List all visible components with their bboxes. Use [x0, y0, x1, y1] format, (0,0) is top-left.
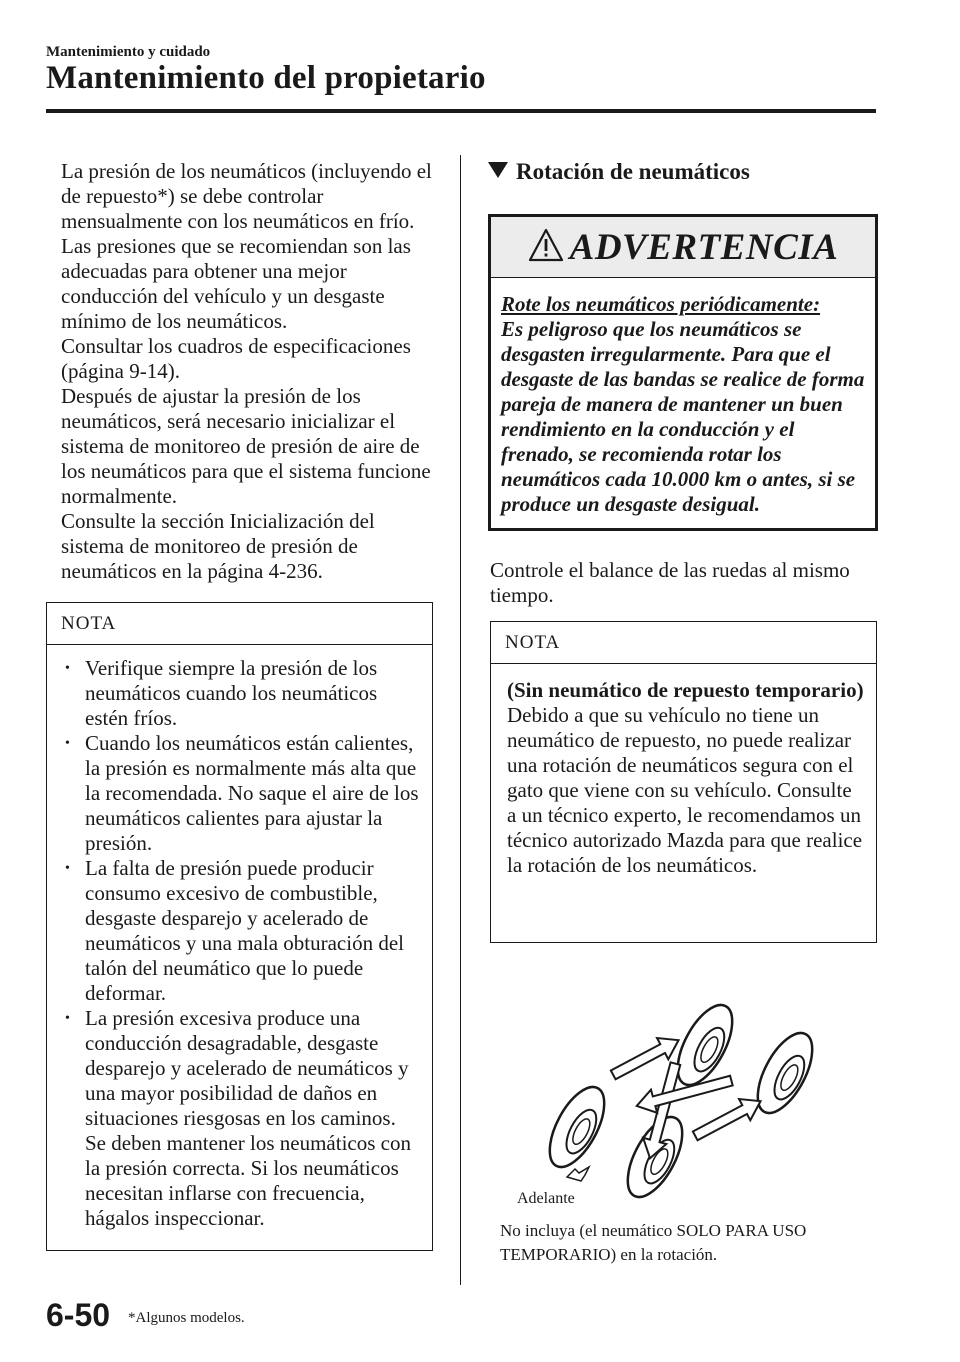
page-number: 6-50 — [46, 1297, 111, 1333]
pressure-note-box — [46, 602, 433, 1251]
warning-title: ADVERTENCIA — [569, 226, 839, 268]
warning-box — [488, 214, 878, 531]
front-label: Adelante — [517, 1190, 575, 1207]
warning-triangle-icon — [528, 228, 564, 267]
intro-paragraph: Después de ajustar la presión de los neumáticos, será necesario inicializar el sistema de monitoreo de presión de aire de los neumáticos para que el sistema funcione normalmente. — [61, 384, 431, 508]
spare-note-box — [490, 621, 877, 943]
note-list — [47, 645, 432, 1231]
note-heading: NOTA — [47, 603, 432, 645]
intro-paragraph: La presión de los neumáticos (incluyendo el de repuesto*) se debe controlar mensualmente con los neumáticos en frío. Las presiones que se recomiendan son las adecuadas para obtener una mejor conducción del vehículo y un desgaste mínimo de los neumáticos. — [61, 159, 432, 333]
warning-header — [491, 217, 875, 278]
rotation-subheading — [488, 159, 750, 185]
warning-body — [491, 278, 875, 517]
intro-paragraph: Consultar los cuadros de especificaciones (página 9-14). — [61, 334, 411, 383]
note-item: • Cuando los neumáticos están calientes, la presión es normalmente más alta que la recomendada. No saque el aire de los neumáticos calientes para ajustar la presión. — [61, 731, 422, 856]
note-heading: NOTA — [491, 622, 876, 664]
intro-text — [61, 159, 441, 584]
tire-front-left — [539, 1079, 616, 1175]
note-item: • Verifique siempre la presión de los neumáticos cuando los neumáticos estén fríos. — [61, 656, 422, 731]
column-divider — [460, 155, 461, 1285]
diagram-caption: No incluya (el neumático SOLO PARA USO TEMPORARIO) en la rotación. — [500, 1221, 807, 1264]
header-rule — [46, 109, 876, 113]
note-body — [491, 664, 876, 878]
note-title: (Sin neumático de repuesto temporario) — [507, 678, 864, 702]
note-text: Debido a que su vehículo no tiene un neumático de repuesto, no puede realizar una rotación de neumáticos segura con el gato que viene con su vehículo. Consulte a un técnico experto, le recomendamos un técnico autorizado Mazda para que realice la rotación de los neumáticos. — [507, 703, 863, 877]
page-title: Mantenimiento del propietario — [46, 60, 486, 96]
subheading-text: Rotación de neumáticos — [516, 159, 750, 184]
rotation-arrow — [690, 1091, 767, 1147]
warning-text: Es peligroso que los neumáticos se desgasten irregularmente. Para que el desgaste de las bandas se realice de forma pareja de manera de mantener un buen rendimiento en la conducción y el frenado, se recomienda rotar los neumáticos cada 10.000 km o antes, si se produce un desgaste desigual. — [501, 317, 865, 516]
note-item: • La presión excesiva produce una conducción desagradable, desgaste desparejo y acelerado de neumáticos y una mayor posibilidad de daños en situaciones riesgosas en los caminos. Se deben mantener los neumáticos con la presión correcta. Si los neumáticos necesitan inflarse con frecuencia, hágalos inspeccionar. — [61, 1006, 422, 1231]
footnote: *Algunos modelos. — [128, 1310, 245, 1326]
warning-lead: Rote los neumáticos periódicamente: — [501, 292, 821, 316]
note-item: • La falta de presión puede producir consumo excesivo de combustible, desgaste desparejo y acelerado de neumáticos y una mala obturación del talón del neumático que lo puede deformar. — [61, 856, 422, 1006]
tire-rotation-diagram — [515, 995, 825, 1215]
section-label: Mantenimiento y cuidado — [46, 44, 211, 60]
front-direction-arrow-icon — [567, 1167, 589, 1181]
intro-paragraph: Consulte la sección Inicialización del sistema de monitoreo de presión de neumáticos en la página 4-236. — [61, 509, 375, 583]
balance-text: Controle el balance de las ruedas al mismo tiempo. — [490, 558, 850, 607]
triangle-bullet-icon — [488, 162, 508, 178]
